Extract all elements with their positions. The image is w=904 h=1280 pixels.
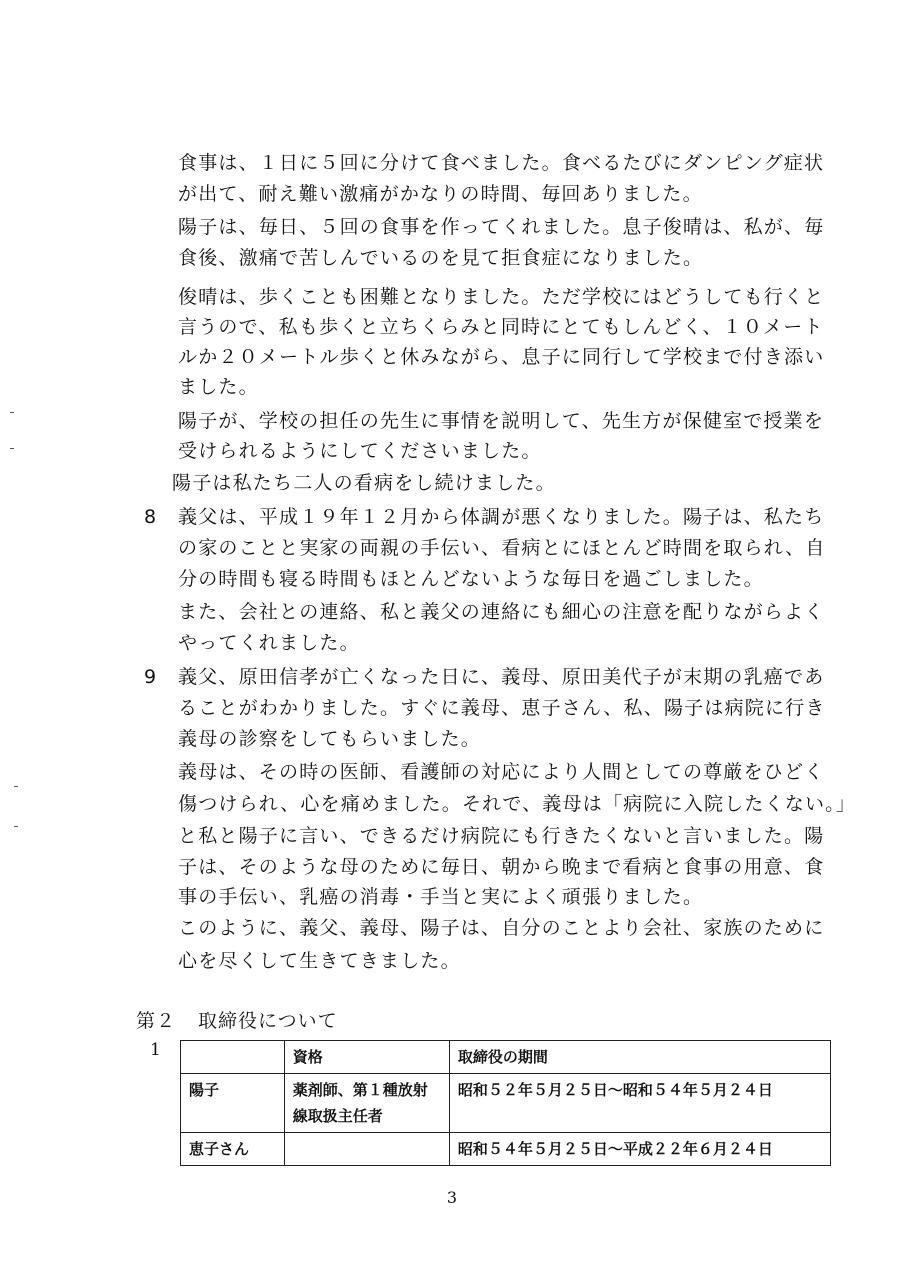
scan-mark xyxy=(10,412,14,413)
name-cell: 陽子 xyxy=(181,1074,285,1133)
period-cell: 昭和５４年５月２５日～平成２２年６月２４日 xyxy=(449,1133,830,1166)
scan-mark xyxy=(14,786,18,787)
header-cell xyxy=(181,1041,285,1074)
section-title: 取締役について xyxy=(198,1010,338,1032)
body-line: 俊晴は、歩くことも困難となりました。ただ学校にはどうしても行くと xyxy=(178,286,825,308)
body-line: が出て、耐え難い激痛がかなりの時間、毎回ありました。 xyxy=(178,183,703,205)
body-line: 傷つけられ、心を痛めました。それで、義母は「病院に入院したくない。」 xyxy=(178,793,857,815)
body-line: 義母は、その時の医師、看護師の対応により人間としての尊厳をひどく xyxy=(178,761,825,783)
directors-table xyxy=(180,1040,831,1166)
qualification-cell xyxy=(284,1074,449,1133)
body-line: ルか２０メートル歩くと休みながら、息子に同行して学校まで付き添い xyxy=(178,346,825,368)
body-line: と私と陽子に言い、できるだけ病院にも行きたくないと言いました。陽 xyxy=(178,825,825,847)
body-line: 分の時間も寝る時間もほとんどないような毎日を過ごしました。 xyxy=(178,568,764,590)
qualification-line: 薬剤師、第１種放射 xyxy=(292,1081,428,1099)
body-line: 陽子が、学校の担任の先生に事情を説明して、先生方が保健室で授業を xyxy=(178,410,825,432)
body-line: 事の手伝い、乳癌の消毒・手当と実によく頑張りました。 xyxy=(178,886,704,908)
body-line: 受けられるようにしてくださいました。 xyxy=(178,440,542,462)
section-number: 第２ xyxy=(136,1010,177,1032)
body-line: また、会社との連絡、私と義父の連絡にも細心の注意を配りながらよく xyxy=(178,601,825,623)
qualification-cell xyxy=(284,1133,449,1166)
table-row xyxy=(181,1074,831,1133)
scan-mark xyxy=(10,448,14,449)
body-line: 言うので、私も歩くと立ちくらみと同時にとてもしんどく、１０メート xyxy=(178,316,824,338)
scan-mark xyxy=(14,826,18,827)
body-line: やってくれました。 xyxy=(178,632,360,654)
body-line: 義父は、平成１９年１２月から体調が悪くなりました。陽子は、私たち xyxy=(178,506,825,528)
page-number: 3 xyxy=(446,1188,458,1207)
item-number-9: 9 xyxy=(144,666,157,688)
section-heading xyxy=(136,1006,338,1036)
body-line: ました。 xyxy=(178,376,259,398)
body-line: の家のことと実家の両親の手伝い、看病とにほとんど時間を取られ、自 xyxy=(178,537,826,559)
header-cell: 資格 xyxy=(284,1041,449,1074)
body-line: 子は、そのような母のために毎日、朝から晩まで看病と食事の用意、食 xyxy=(178,856,825,878)
body-line: 食事は、１日に５回に分けて食べました。食べるたびにダンピング症状 xyxy=(178,152,825,174)
qualification-line: 線取扱主任者 xyxy=(292,1107,383,1125)
body-line: 義父、原田信孝が亡くなった日に、義母、原田美代子が末期の乳癌であ xyxy=(178,666,825,688)
body-line: 陽子は、毎日、５回の食事を作ってくれました。息子俊晴は、私が、毎 xyxy=(178,216,825,238)
body-line: ることがわかりました。すぐに義母、恵子さん、私、陽子は病院に行き xyxy=(178,697,826,719)
body-line: 陽子は私たち二人の看病をし続けました。 xyxy=(172,472,556,494)
body-line: このように、義父、義母、陽子は、自分のことより会社、家族のために xyxy=(178,917,825,939)
body-line: 食後、激痛で苦しんでいるのを見て拒食症になりました。 xyxy=(178,247,704,269)
table-row xyxy=(181,1133,831,1166)
body-line: 義母の診察をしてもらいました。 xyxy=(178,728,482,750)
period-cell: 昭和５２年５月２５日～昭和５４年５月２４日 xyxy=(449,1074,830,1133)
name-cell: 恵子さん xyxy=(181,1133,285,1166)
item-number-8: 8 xyxy=(144,506,157,528)
body-line: 心を尽くして生きてきました。 xyxy=(178,950,461,972)
header-cell: 取締役の期間 xyxy=(449,1041,830,1074)
table-header-row xyxy=(181,1041,831,1074)
table-number: 1 xyxy=(150,1040,161,1060)
